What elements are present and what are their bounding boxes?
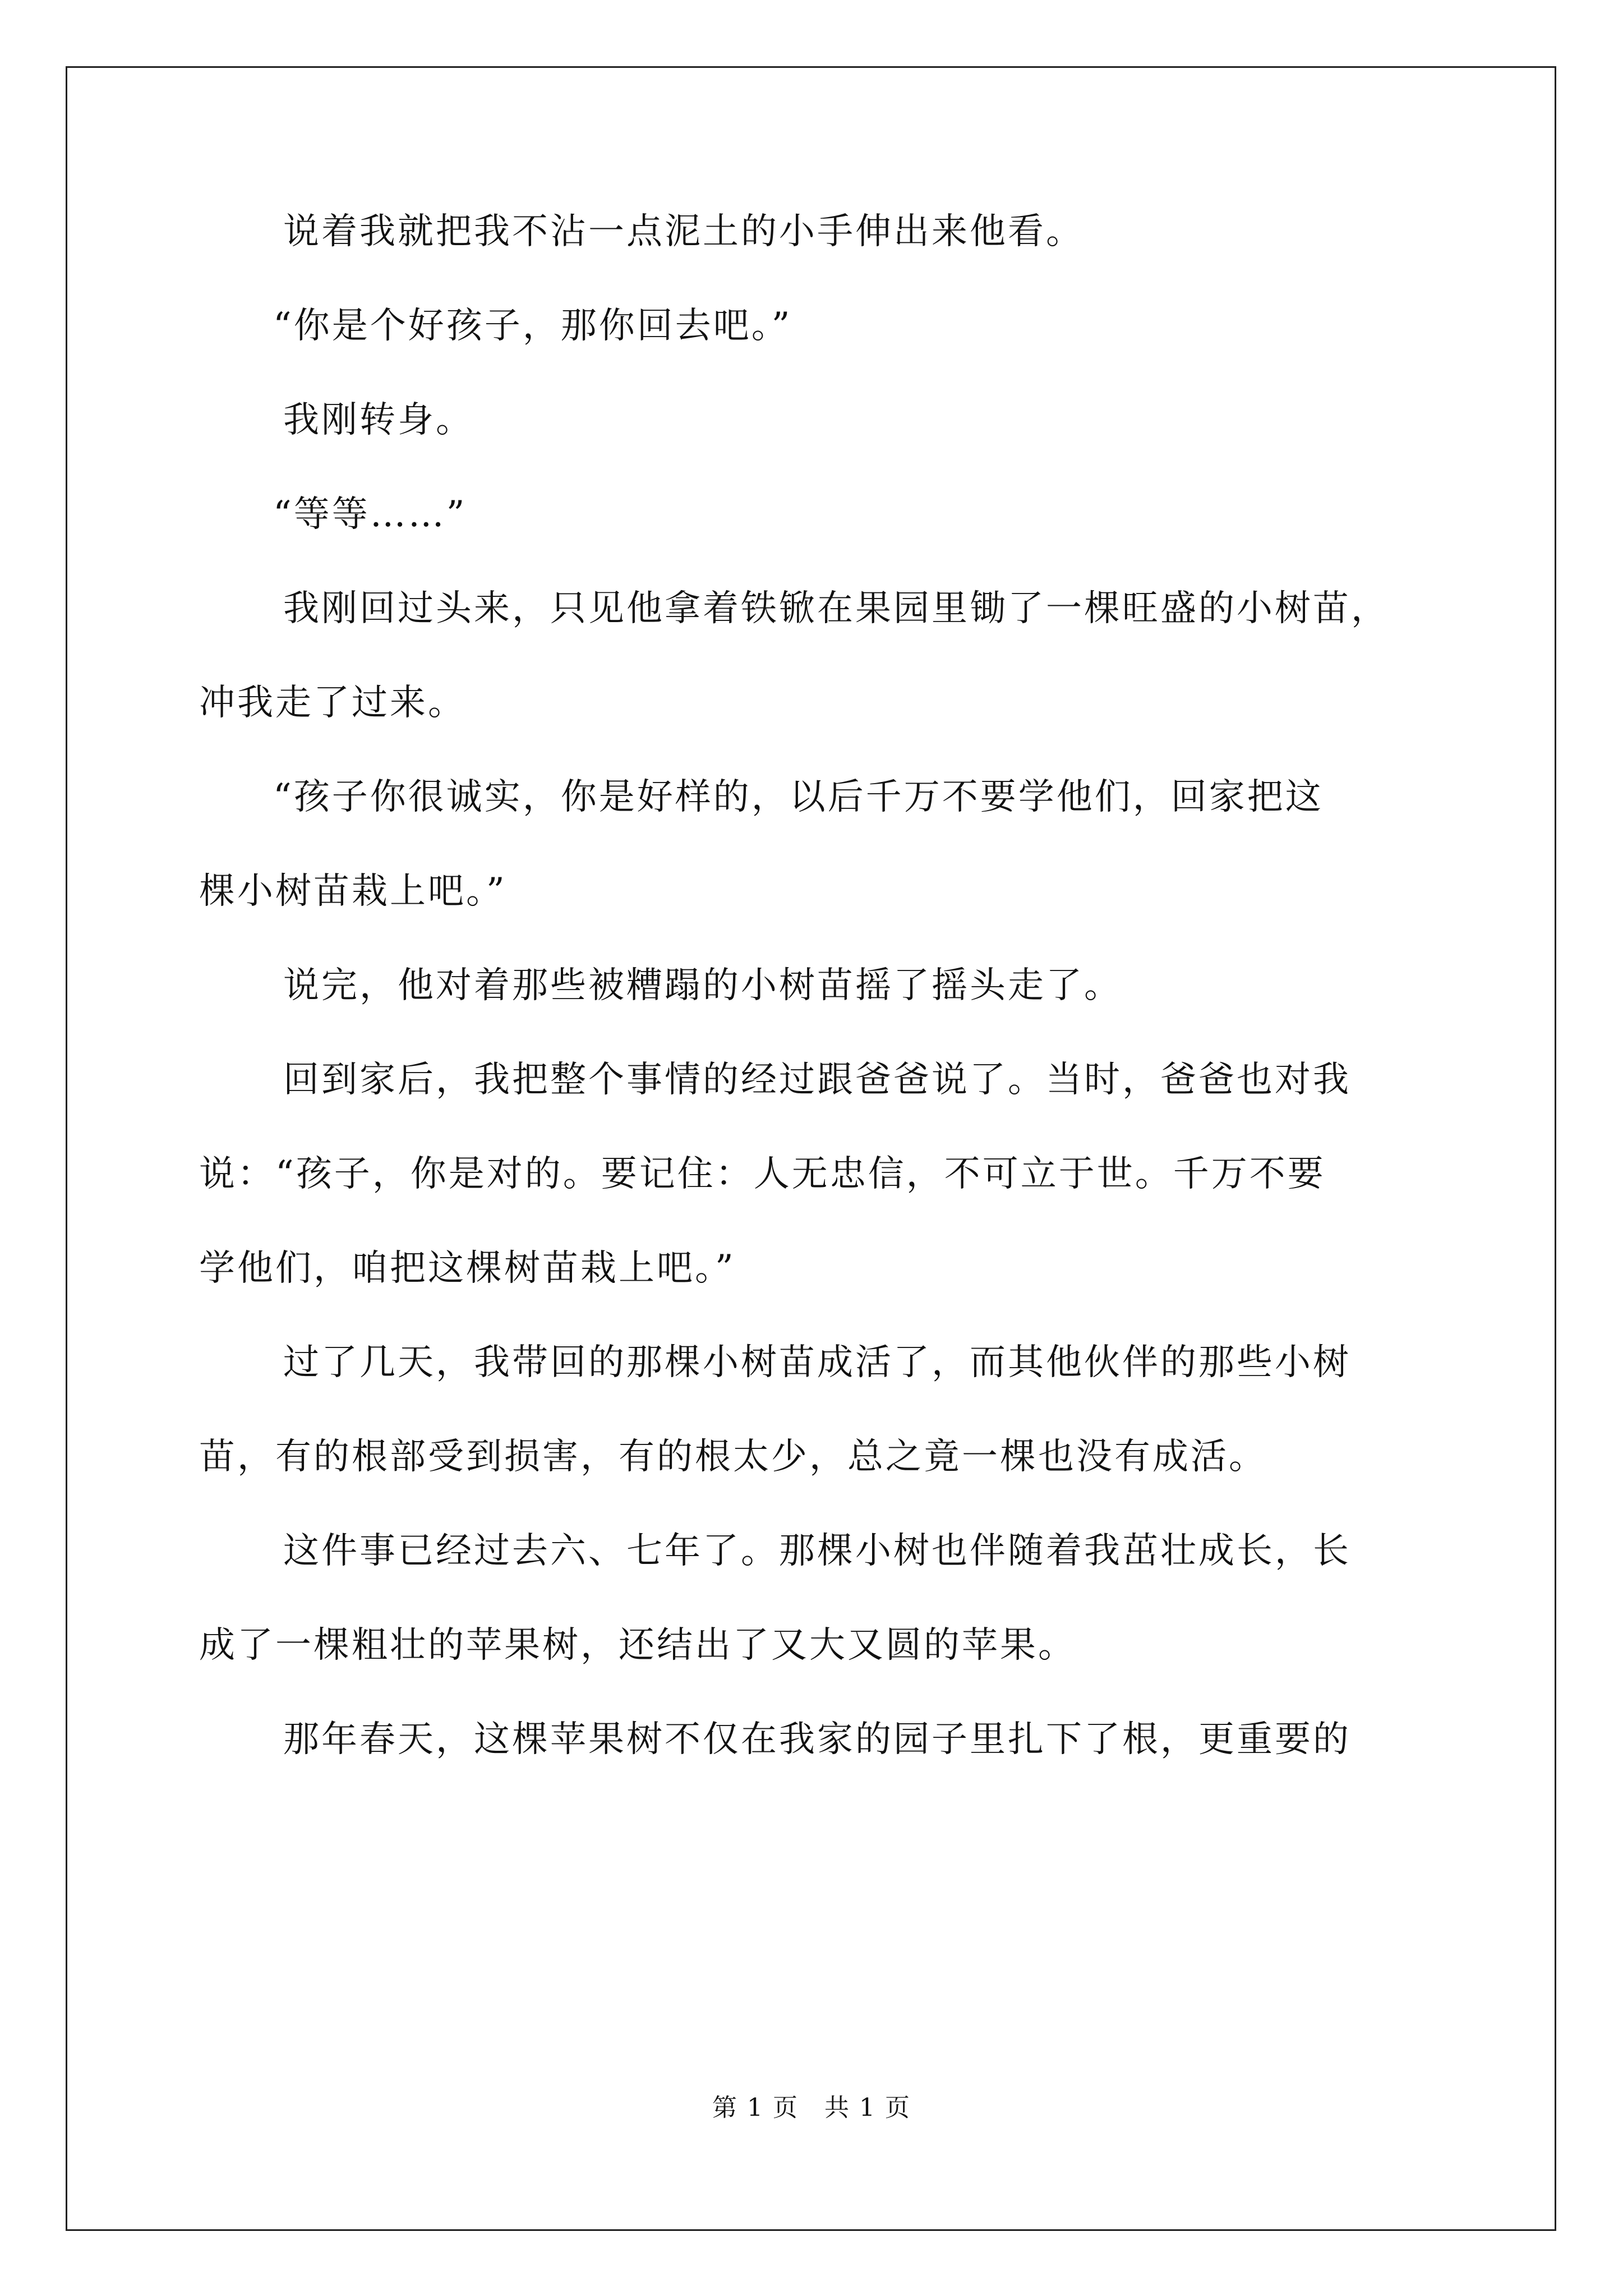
document-body bbox=[199, 208, 1433, 1764]
text-line: “等等……” bbox=[273, 494, 467, 535]
text-line: 棵小树苗栽上吧。” bbox=[199, 871, 507, 912]
text-line: 学他们，咱把这棵树苗栽上吧。” bbox=[199, 1248, 736, 1289]
paragraph bbox=[199, 208, 1433, 256]
text-line: 成了一棵粗壮的苹果树，还结出了又大又圆的苹果。 bbox=[199, 1625, 1076, 1666]
text-line: 冲我走了过来。 bbox=[199, 682, 466, 724]
text-line: 那年春天，这棵苹果树不仅在我家的园子里扎下了根，更重要的 bbox=[283, 1719, 1351, 1760]
text-line: 我刚转身。 bbox=[283, 399, 474, 441]
text-line: 苗，有的根部受到损害，有的根太少，总之竟一棵也没有成活。 bbox=[199, 1436, 1267, 1478]
text-line: 说着我就把我不沾一点泥土的小手伸出来他看。 bbox=[283, 211, 1084, 252]
page-number-footer: 第 1 页 共 1 页 bbox=[712, 2093, 911, 2122]
paragraph bbox=[199, 490, 1433, 539]
paragraph bbox=[199, 1056, 1433, 1292]
paragraph bbox=[199, 773, 1433, 915]
text-line: 回到家后，我把整个事情的经过跟爸爸说了。当时，爸爸也对我 bbox=[283, 1059, 1351, 1101]
paragraph bbox=[199, 585, 1433, 727]
text-line: 我刚回过头来，只见他拿着铁锨在果园里锄了一棵旺盛的小树苗， bbox=[283, 588, 1389, 629]
paragraph bbox=[199, 1527, 1433, 1669]
text-line: 说完，他对着那些被糟蹋的小树苗摇了摇头走了。 bbox=[283, 965, 1122, 1006]
text-line: 说：“孩子，你是对的。要记住：人无忠信，不可立于世。千万不要 bbox=[199, 1153, 1326, 1195]
text-line: “你是个好孩子，那你回去吧。” bbox=[273, 305, 792, 347]
paragraph bbox=[199, 302, 1433, 350]
text-line: “孩子你很诚实，你是好样的，以后千万不要学他们，回家把这 bbox=[273, 776, 1324, 818]
text-line: 过了几天，我带回的那棵小树苗成活了，而其他伙伴的那些小树 bbox=[283, 1342, 1351, 1383]
paragraph bbox=[199, 1338, 1433, 1481]
paragraph bbox=[199, 1715, 1433, 1764]
text-line: 这件事已经过去六、七年了。那棵小树也伴随着我茁壮成长，长 bbox=[283, 1530, 1351, 1572]
paragraph bbox=[199, 396, 1433, 444]
paragraph bbox=[199, 961, 1433, 1010]
